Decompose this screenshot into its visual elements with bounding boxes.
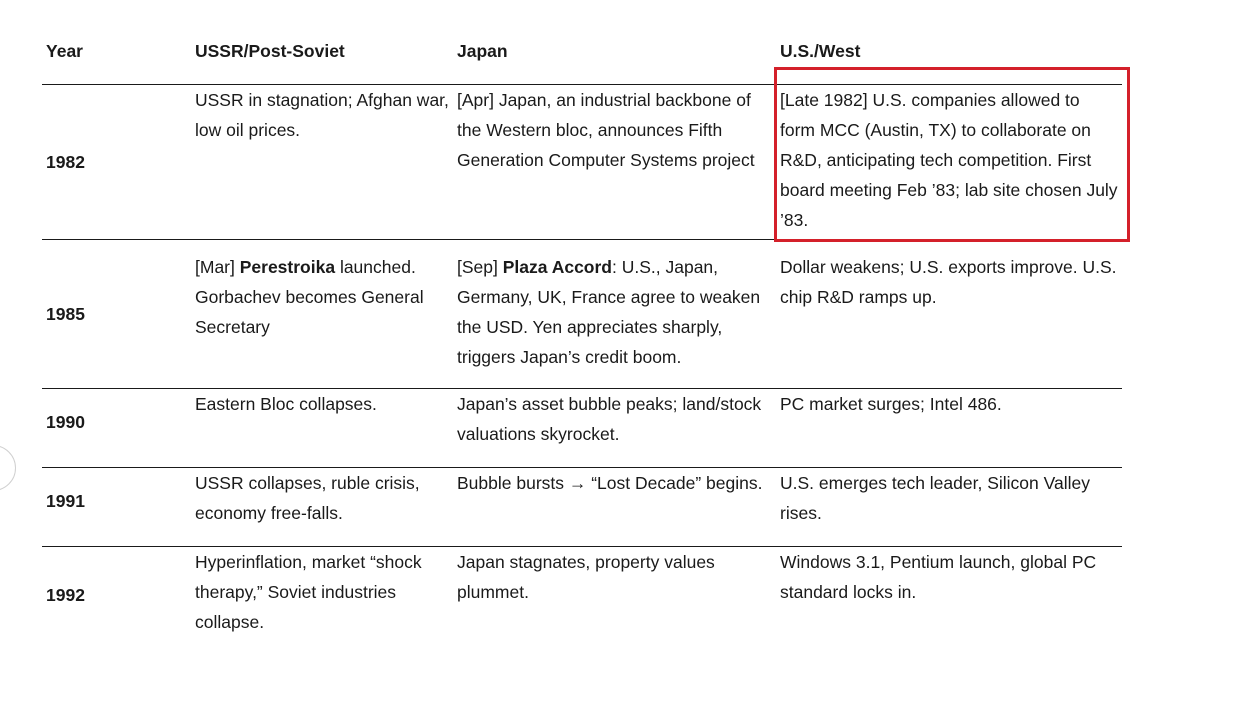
japan-cell: Japan’s asset bubble peaks; land/stock valuations skyrocket. <box>453 389 776 468</box>
west-cell: Dollar weakens; U.S. exports improve. U.S. chip R&D ramps up. <box>776 240 1122 389</box>
ussr-cell: USSR in stagnation; Afghan war, low oil prices. <box>191 85 453 240</box>
ussr-cell: Eastern Bloc collapses. <box>191 389 453 468</box>
year-cell: 1991 <box>42 468 191 547</box>
perestroika-term: Perestroika <box>239 257 336 277</box>
japan-prefix: [Sep] <box>457 257 503 277</box>
west-cell: U.S. emerges tech leader, Silicon Valley rises. <box>776 468 1122 547</box>
plaza-accord-term: Plaza Accord <box>502 257 612 277</box>
timeline-table <box>42 36 1122 653</box>
ussr-prefix: [Mar] <box>195 257 240 277</box>
ussr-cell: Hyperinflation, market “shock therapy,” Soviet industries collapse. <box>195 552 422 632</box>
year-cell: 1992 <box>46 585 85 605</box>
japan-suffix: : U.S., Japan, Germany, UK, France agree to weaken the USD. Yen appreciates sharply, triggers Japan’s credit boom. <box>457 257 761 367</box>
header-row <box>42 36 1122 85</box>
table-row <box>42 468 1122 547</box>
header-japan: Japan <box>453 36 776 85</box>
header-ussr: USSR/Post-Soviet <box>191 36 453 85</box>
west-cell: [Late 1982] U.S. companies allowed to form MCC (Austin, TX) to collaborate on R&D, anticipating tech competition. First board meeting Feb ’83; lab site chosen July ’83. <box>776 85 1122 240</box>
table-row <box>42 547 1122 654</box>
header-year: Year <box>42 36 191 85</box>
west-cell: Windows 3.1, Pentium launch, global PC standard locks in. <box>780 552 1097 602</box>
table-row <box>42 240 1122 389</box>
japan-cell: [Apr] Japan, an industrial backbone of the Western bloc, announces Fifth Generation Computer Systems project <box>453 85 776 240</box>
header-west: U.S./West <box>776 36 1122 85</box>
ussr-cell <box>191 240 453 389</box>
year-cell: 1982 <box>42 85 191 240</box>
japan-cell: Japan stagnates, property values plummet. <box>457 552 715 602</box>
ussr-suffix: launched. Gorbachev becomes General Secretary <box>195 257 424 337</box>
scroll-handle-circle[interactable] <box>0 445 16 491</box>
japan-cell <box>453 240 776 389</box>
ussr-cell: USSR collapses, ruble crisis, economy free-falls. <box>191 468 453 547</box>
table-row <box>42 389 1122 468</box>
japan-cell: Bubble bursts → “Lost Decade” begins. <box>453 468 776 547</box>
year-cell: 1990 <box>42 389 191 468</box>
table-row <box>42 85 1122 240</box>
west-cell: PC market surges; Intel 486. <box>776 389 1122 468</box>
year-cell: 1985 <box>42 240 191 389</box>
